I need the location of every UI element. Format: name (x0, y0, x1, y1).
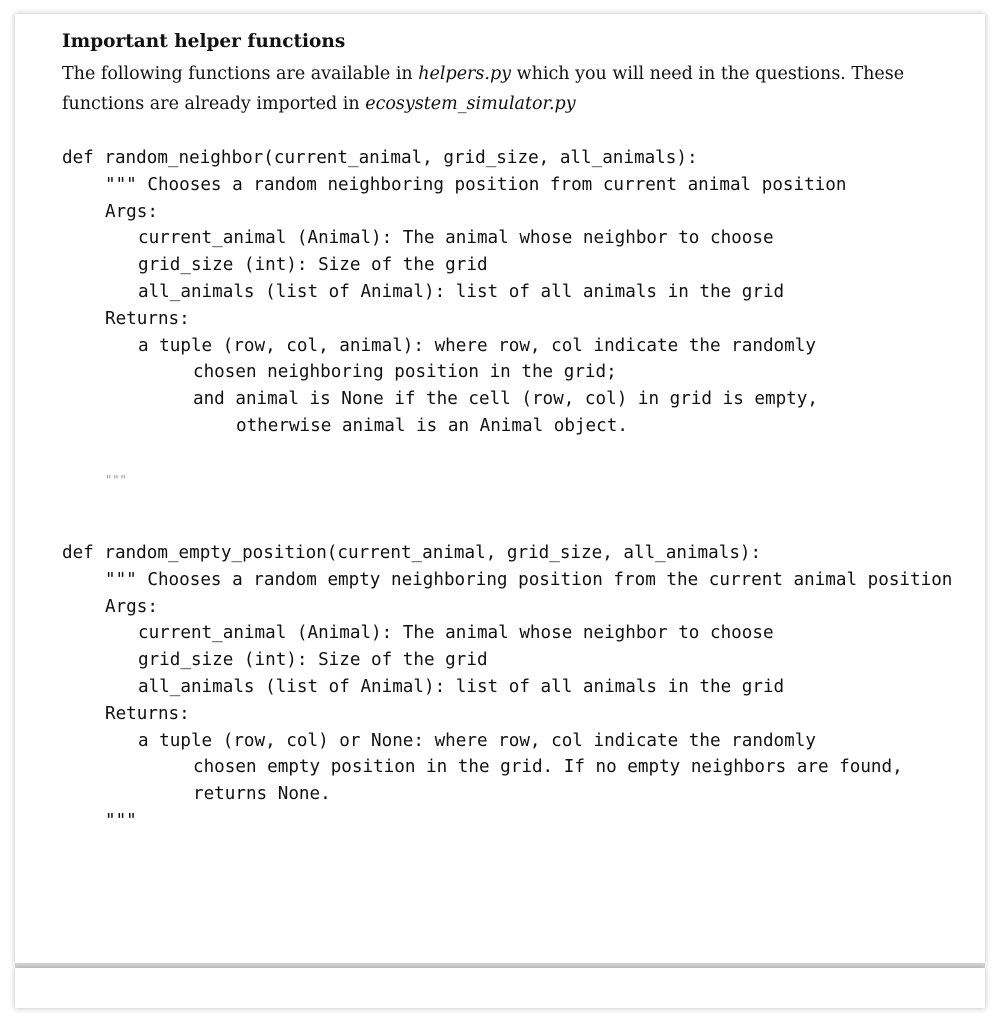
func1-arg-current-animal: current_animal (Animal): The animal whose neighbor to choose (138, 228, 774, 249)
simulator-filename: ecosystem_simulator.py (365, 94, 576, 114)
func1-returns-label: Returns: (105, 308, 190, 329)
func2-returns-line-1: a tuple (row, col) or None: where row, col indicate the randomly (138, 730, 816, 751)
func2-returns-line-2: chosen empty position in the grid. If no empty neighbors are found, (193, 757, 903, 778)
func1-args-label: Args: (105, 201, 158, 222)
func1-returns-line-2: chosen neighboring position in the grid; (193, 362, 617, 383)
random-neighbor-code-block (62, 145, 846, 493)
func1-returns-line-3: and animal is None if the cell (row, col) in grid is empty, (193, 389, 818, 410)
random-empty-position-code-block (62, 540, 952, 835)
func2-arg-grid-size: grid_size (int): Size of the grid (138, 650, 488, 671)
intro-paragraph (62, 59, 942, 119)
next-page (15, 968, 985, 1008)
func2-returns-line-3: returns None. (193, 784, 331, 805)
intro-text-2: which you will need in the questions. These functions are already imported in (62, 64, 905, 114)
func1-returns-line-4: otherwise animal is an Animal object. (236, 415, 628, 436)
helpers-filename: helpers.py (418, 64, 512, 84)
func2-returns-label: Returns: (105, 703, 190, 724)
func2-signature: def random_empty_position(current_animal, grid_size, all_animals): (62, 543, 762, 563)
func1-signature: def random_neighbor(current_animal, grid_size, all_animals): (62, 148, 698, 168)
func2-doc-close: """ (105, 810, 137, 831)
func1-arg-all-animals: all_animals (list of Animal): list of all animals in the grid (138, 281, 785, 302)
func1-doc-open: """ Chooses a random neighboring position from current animal position (105, 174, 847, 195)
func1-doc-close: """ (105, 472, 127, 487)
func1-arg-grid-size: grid_size (int): Size of the grid (138, 255, 488, 276)
intro-text-1: The following functions are available in (62, 64, 419, 84)
section-heading: Important helper functions (62, 31, 346, 52)
func2-args-label: Args: (105, 596, 158, 617)
func2-doc-open: """ Chooses a random empty neighboring position from the current animal position (105, 569, 953, 590)
func2-arg-current-animal: current_animal (Animal): The animal whose neighbor to choose (138, 623, 774, 644)
func1-returns-line-1: a tuple (row, col, animal): where row, col indicate the randomly (138, 335, 816, 356)
func2-arg-all-animals: all_animals (list of Animal): list of all animals in the grid (138, 676, 785, 697)
